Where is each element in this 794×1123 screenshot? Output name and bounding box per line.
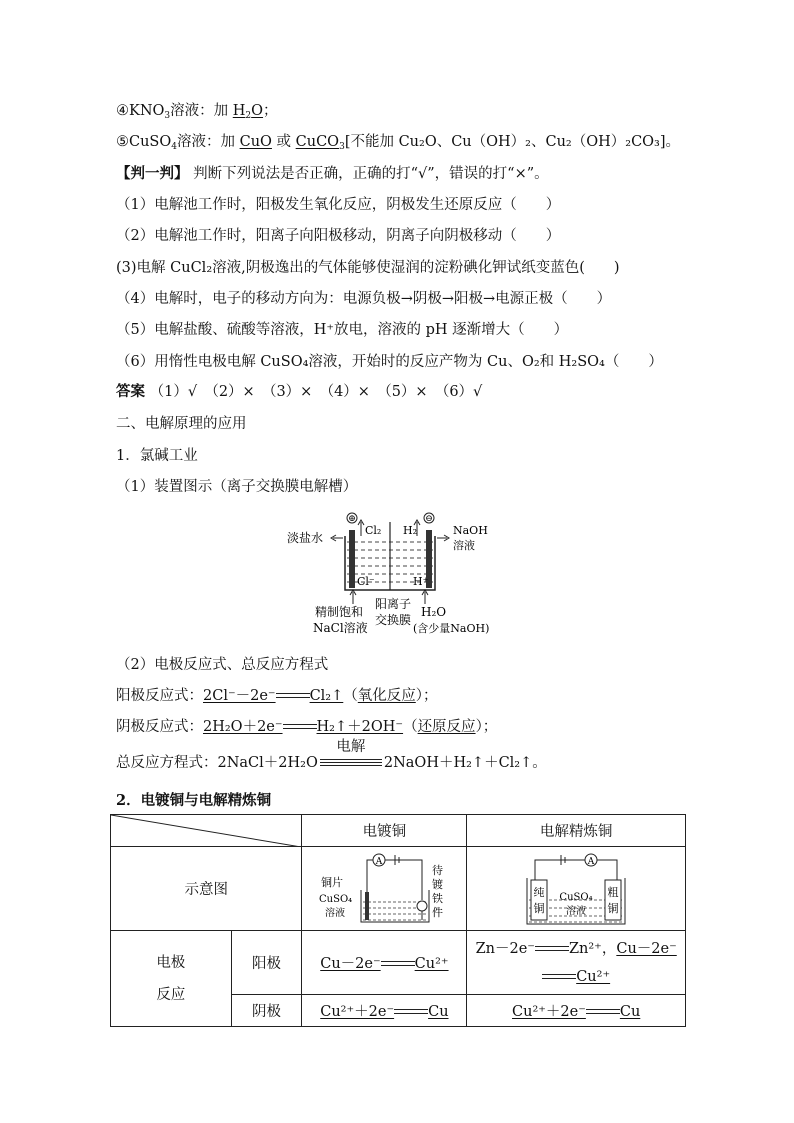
total-reaction-label: 总反应方程式：: [116, 755, 218, 771]
refining-schematic: [521, 850, 631, 928]
refining-anode-cu-right: Cu²⁺: [576, 968, 611, 985]
question-5: （5）电解盐酸、硫酸等溶液，H⁺放电，溶液的 pH 逐渐增大（ ）: [116, 322, 569, 338]
question-3: (3)电解 CuCl₂溶液,阴极逸出的气体能够使湿润的淀粉碘化钾试纸变蓝色( ): [116, 260, 620, 276]
refining-cathode-left: Cu²⁺＋2e⁻: [512, 1004, 586, 1020]
electrolysis-label: 电解: [336, 739, 366, 755]
anode-row-label: 阳极: [231, 931, 302, 995]
to-plate-label-4: 件: [432, 905, 444, 919]
electrode-reaction-label: [111, 931, 232, 1027]
cuso4-label: CuSO₄: [559, 891, 593, 903]
anode-plus-icon: ⊕: [348, 514, 356, 524]
kno3-answer: [233, 103, 263, 119]
refining-cathode-right: Cu: [619, 1004, 641, 1020]
subsection-1-1-title: （1）装置图示（离子交换膜电解槽）: [116, 479, 358, 495]
equals-sign-icon: [535, 944, 569, 954]
naoh-label: NaOH: [453, 524, 488, 537]
anode-paren-open: （: [343, 688, 358, 704]
plating-cathode-cell: [302, 995, 467, 1027]
h2-label: H₂: [403, 524, 418, 537]
kno3-text: ④KNO: [116, 103, 165, 119]
cathode-minus-icon: ⊖: [425, 514, 433, 524]
electroplating-table: [110, 814, 686, 1027]
header-refining: 电解精炼铜: [467, 815, 686, 847]
cathode-reaction-line: [116, 717, 497, 737]
to-plate-label-2: 镀: [432, 877, 444, 891]
cuco3-answer: [296, 134, 345, 150]
question-2: （2）电解池工作时，阳离子向阳极移动，阴离子向阴极移动（ ）: [116, 228, 561, 244]
cuso4-line: [116, 132, 680, 152]
question-1: （1）电解池工作时，阳极发生氧化反应，阴极发生还原反应（ ）: [116, 197, 561, 213]
answer-text: （1）√ （2）× （3）× （4）× （5）× （6）√: [149, 384, 483, 400]
row-schematic-label: 示意图: [111, 847, 302, 931]
header-plating: 电镀铜: [302, 815, 467, 847]
chlor-alkali-diagram: [285, 508, 510, 640]
cl-ion-label: Cl⁻: [357, 575, 375, 588]
naoh-solution-label: 溶液: [453, 539, 475, 552]
dilute-brine-label: 淡盐水: [287, 531, 324, 545]
anode-reaction-label: 阳极反应式：: [116, 688, 203, 704]
total-eq-left: 2NaCl＋2H₂O: [217, 755, 318, 771]
judge-label: 【判一判】: [116, 165, 189, 182]
refining-anode-line-2: [467, 963, 685, 991]
kno3-text-c: ；: [263, 103, 278, 119]
cathode-eq-right: H₂↑＋2OH⁻: [316, 719, 404, 735]
table-corner-cell: [111, 815, 302, 847]
total-eq-end: 。: [532, 755, 547, 771]
cathode-reaction-label: 阴极反应式：: [116, 719, 203, 735]
ammeter-icon: A: [587, 856, 595, 867]
cathode-reaction-type: 还原反应: [417, 719, 476, 735]
feed-label-2: NaCl溶液: [313, 621, 368, 635]
question-4: （4）电解时，电子的移动方向为：电源负极→阴极→阳极→电源正极（ ）: [116, 291, 612, 307]
answer-line: [116, 382, 482, 402]
refining-schematic-cell: [467, 847, 686, 931]
pure-copper-label-1: 纯: [533, 885, 545, 899]
cl2-label: Cl₂: [365, 524, 382, 537]
cuco3-sub: 3: [339, 142, 345, 152]
plating-schematic-cell: [302, 847, 467, 931]
kno3-line: [116, 101, 278, 121]
cuso4-text-d: [不能加 Cu₂O、Cu（OH）₂、Cu₂（OH）₂CO₃]。: [344, 134, 681, 150]
h-ion-label: H⁺: [413, 575, 429, 588]
plating-anode-cell: [302, 931, 467, 995]
water-label-1: H₂O: [421, 605, 447, 619]
question-6: （6）用惰性电极电解 CuSO₄溶液，开始时的反应产物为 Cu、O₂和 H₂SO₄（ ）: [116, 354, 663, 370]
plating-anode-equation: [320, 956, 448, 972]
refining-cathode-equation: [512, 1004, 640, 1020]
subsection-1-2-title: （2）电极反应式、总反应方程式: [116, 657, 329, 673]
kno3-sub: 3: [164, 111, 171, 121]
crude-copper-label-2: 铜: [607, 901, 619, 915]
refining-anode-cell: [467, 931, 686, 995]
refining-anode-cu-right-wrap: [542, 969, 610, 985]
cathode-paren-open: （: [403, 719, 418, 735]
cuso4-text-b: 溶液：加: [177, 134, 240, 150]
judge-instruction: 判断下列说法是否正确，正确的打“√”，错误的打“×”。: [188, 166, 549, 182]
anode-reaction-line: [116, 686, 438, 706]
anode-paren-close: ）；: [415, 688, 438, 704]
cuso4-text: ⑤CuSO: [116, 134, 172, 150]
refining-anode-zn-right: Zn²⁺，: [568, 940, 617, 957]
total-eq-right: 2NaOH＋H₂↑＋Cl₂↑: [383, 755, 533, 771]
cuso4-label: CuSO₄: [319, 893, 353, 905]
cathode-eq-left: 2H₂O＋2e⁻: [203, 719, 283, 735]
ammeter-icon: A: [376, 856, 383, 867]
to-plate-label-3: 铁: [432, 891, 444, 905]
subsection-2-title: 2．电镀铜与电解精炼铜: [116, 792, 272, 809]
kno3-text-b: 溶液：加: [170, 103, 233, 119]
anode-reaction-equation: [203, 688, 343, 704]
kno3-answer-sub: 2: [245, 111, 252, 121]
equals-sign-icon: [542, 972, 576, 982]
kno3-answer-o: O: [251, 103, 264, 119]
equals-sign-icon: [276, 691, 310, 701]
electrolysis-condition: [318, 739, 384, 773]
judge-heading: [116, 164, 549, 184]
subsection-1-title: 1．氯碱工业: [116, 448, 198, 464]
anode-reaction-type: 氧化反应: [357, 688, 416, 704]
cuso4-sub: 4: [171, 142, 177, 152]
plating-schematic: [319, 850, 449, 928]
plating-cathode-left: Cu²⁺＋2e⁻: [320, 1004, 395, 1020]
copper-sheet-label: 铜片: [321, 875, 344, 889]
feed-label-1: 精制饱和: [315, 605, 364, 619]
cuo-answer: CuO: [239, 134, 272, 150]
plating-anode-left: Cu－2e⁻: [320, 956, 381, 972]
equals-sign-icon: [586, 1007, 620, 1017]
reaction-label: 反应: [156, 986, 186, 1003]
water-label-2: (含少量NaOH): [413, 622, 490, 635]
cathode-reaction-equation: [203, 719, 403, 735]
equals-sign-icon: [283, 722, 317, 732]
refining-anode-line-1: [467, 935, 685, 963]
cathode-row-label: 阴极: [231, 995, 302, 1027]
cuso4-text-c: 或: [271, 134, 296, 150]
total-reaction-line: [116, 739, 547, 773]
plating-anode-right: Cu²⁺: [414, 956, 449, 972]
crude-copper-label-1: 粗: [607, 885, 619, 899]
solution-label: 溶液: [566, 905, 587, 917]
refining-anode-zn-left: Zn－2e⁻: [475, 940, 535, 957]
plating-cathode-equation: [320, 1004, 448, 1020]
electrode-label: 电极: [156, 954, 186, 971]
section-2-title: 二、电解原理的应用: [116, 416, 247, 432]
kno3-answer-h: H: [232, 103, 246, 119]
equals-sign-icon: [394, 1007, 428, 1017]
to-plate-label-1: 待: [432, 863, 444, 877]
pure-copper-label-2: 铜: [533, 901, 545, 915]
anode-eq-right: Cl₂↑: [309, 688, 344, 704]
cuco3-text: CuCO: [295, 134, 340, 150]
refining-anode-cu-left: Cu－2e⁻: [616, 940, 677, 957]
plating-cathode-right: Cu: [428, 1004, 449, 1020]
anode-eq-left: 2Cl⁻－2e⁻: [203, 688, 276, 704]
answer-label: 答案: [116, 383, 145, 400]
refining-cathode-cell: [467, 995, 686, 1027]
solution-label: 溶液: [325, 907, 346, 919]
membrane-label-2: 交换膜: [375, 613, 412, 627]
membrane-label-1: 阳离子: [375, 597, 412, 611]
equals-sign-icon: [381, 959, 415, 969]
cathode-paren-close: ）；: [475, 719, 498, 735]
